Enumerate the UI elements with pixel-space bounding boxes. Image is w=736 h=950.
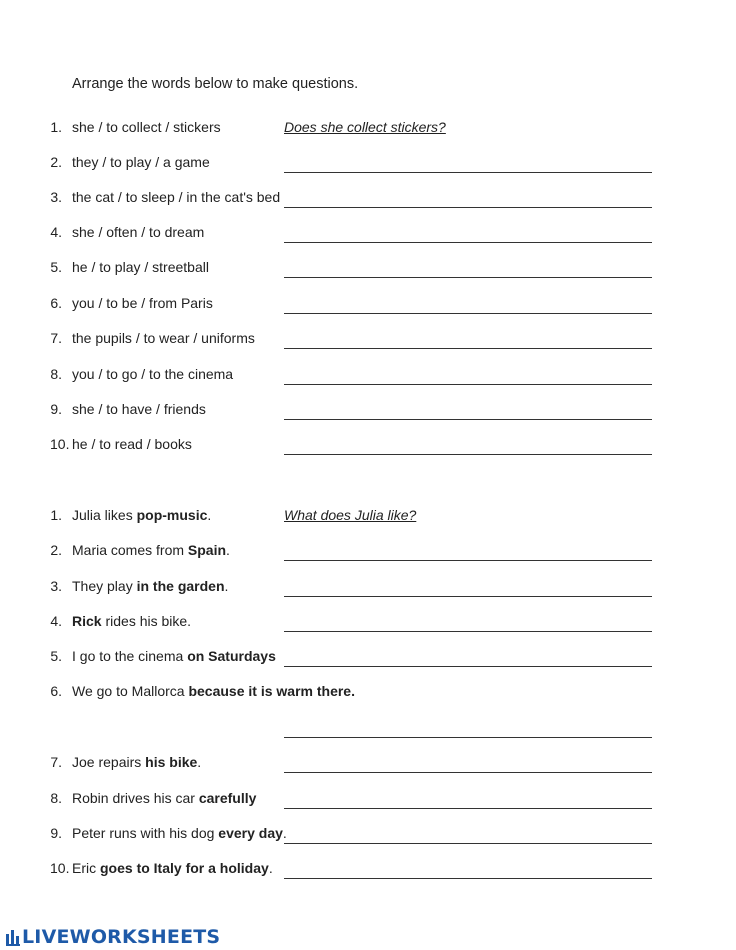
item-number: 5. [50,259,62,275]
answer-line[interactable] [284,613,652,632]
answer-line[interactable] [284,189,652,208]
part1-row [0,154,736,174]
item-number: 10. [50,860,70,876]
answer-line[interactable] [284,648,652,667]
item-number: 8. [50,790,62,806]
answer-line[interactable] [284,330,652,349]
bold-phrase: Rick [72,613,102,629]
sentence: They play in the garden. [72,578,229,594]
item-number: 9. [50,825,62,841]
part2-answer-row [0,719,736,739]
part2-row [0,578,736,598]
part1-row [0,366,736,386]
answer-line[interactable] [284,860,652,879]
sentence: Robin drives his car carefully [72,790,257,806]
item-number: 6. [50,683,62,699]
answer-line[interactable] [284,259,652,278]
bold-phrase: his bike [145,754,198,770]
bold-phrase: every day [218,825,283,841]
answer-line[interactable] [284,436,652,455]
item-number: 6. [50,295,62,311]
answer-line[interactable] [284,754,652,773]
example-answer: Does she collect stickers? [284,119,446,135]
part2-row [0,754,736,774]
item-number: 10. [50,436,70,452]
word-prompt: she / to collect / stickers [72,119,221,135]
sentence: We go to Mallorca because it is warm there. [72,683,355,699]
word-prompt: the cat / to sleep / in the cat's bed [72,189,281,205]
part2-row [0,613,736,633]
part1-row [0,259,736,279]
item-number: 2. [50,542,62,558]
part1-row [0,330,736,350]
word-prompt: they / to play / a game [72,154,210,170]
part1-row [0,295,736,315]
item-number: 4. [50,224,62,240]
bold-phrase: goes to Italy for a holiday [100,860,269,876]
item-number: 5. [50,648,62,664]
part2-row [0,648,736,668]
bold-phrase: pop-music [136,507,208,523]
sentence: Julia likes pop-music. [72,507,212,523]
part1-row [0,119,736,139]
answer-line[interactable] [284,578,652,597]
part1-row [0,401,736,421]
logo-icon [6,928,20,946]
example-answer: What does Julia like? [284,507,417,523]
word-prompt: she / often / to dream [72,224,205,240]
answer-line[interactable] [284,224,652,243]
part1-row [0,436,736,456]
part2-row [0,507,736,527]
sentence: Maria comes from Spain. [72,542,230,558]
bold-phrase: because it is warm there. [188,683,355,699]
answer-line[interactable] [284,295,652,314]
word-prompt: you / to go / to the cinema [72,366,234,382]
answer-line[interactable] [284,719,652,738]
item-number: 7. [50,330,62,346]
sentence: Peter runs with his dog every day. [72,825,287,841]
sentence: I go to the cinema on Saturdays [72,648,276,664]
part2-row [0,860,736,880]
word-prompt: you / to be / from Paris [72,295,213,311]
answer-line[interactable] [284,790,652,809]
part1-row [0,224,736,244]
answer-line[interactable] [284,825,652,844]
answer-line[interactable] [284,542,652,561]
sentence: Joe repairs his bike. [72,754,202,770]
item-number: 7. [50,754,62,770]
bold-phrase: in the garden [136,578,225,594]
part2-row [0,683,736,703]
item-number: 1. [50,507,62,523]
word-prompt: she / to have / friends [72,401,206,417]
word-prompt: he / to read / books [72,436,192,452]
part1-row [0,189,736,209]
item-number: 1. [50,119,62,135]
item-number: 4. [50,613,62,629]
item-number: 3. [50,578,62,594]
sentence: Rick rides his bike. [72,613,192,629]
bold-phrase: Spain [187,542,227,558]
word-prompt: he / to play / streetball [72,259,209,275]
liveworksheets-logo[interactable] [6,926,220,948]
bold-phrase: carefully [198,790,257,806]
part2-row [0,825,736,845]
answer-line[interactable] [284,401,652,420]
item-number: 8. [50,366,62,382]
item-number: 2. [50,154,62,170]
part2-row [0,790,736,810]
instruction-text: Arrange the words below to make questions. [72,76,359,92]
logo-text: LIVEWORKSHEETS [22,926,221,948]
sentence: Eric goes to Italy for a holiday. [72,860,273,876]
part2-row [0,542,736,562]
bold-phrase: on Saturdays [187,648,276,664]
answer-line[interactable] [284,154,652,173]
word-prompt: the pupils / to wear / uniforms [72,330,255,346]
item-number: 9. [50,401,62,417]
item-number: 3. [50,189,62,205]
answer-line[interactable] [284,366,652,385]
